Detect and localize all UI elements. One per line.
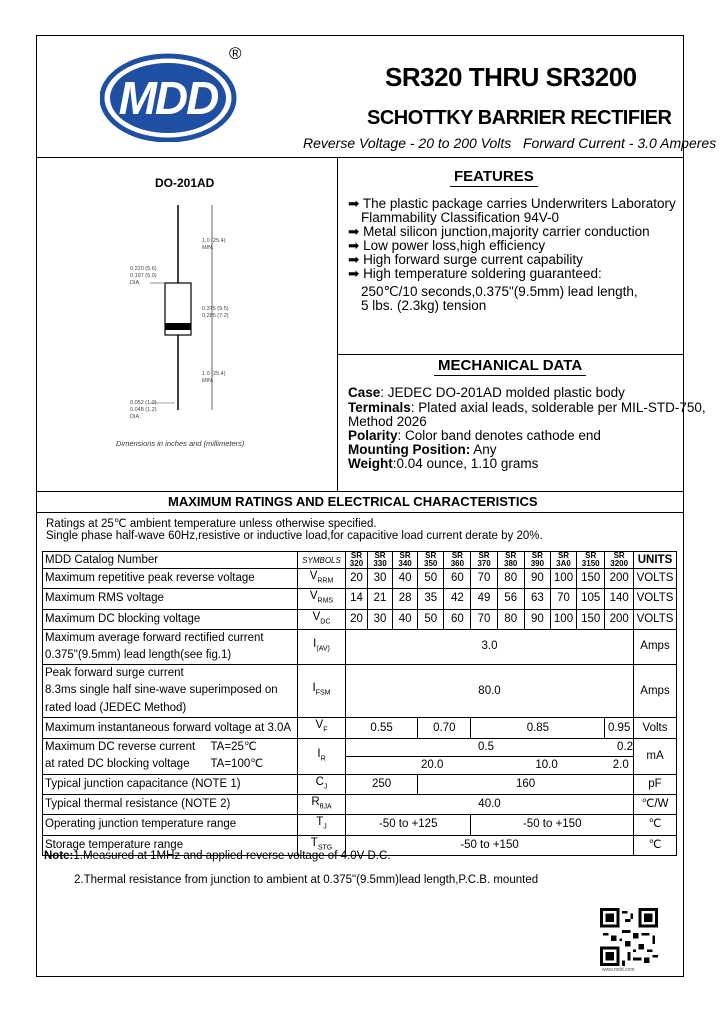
page-title: SR320 THRU SR3200 [385, 62, 637, 92]
table-row: Maximum average forward rectified current 0.375"(9.5mm) lead length(see fig.1) $I_{(AV)}$ 3.0 Amps [43, 629, 677, 664]
forward-current: Forward Current - 3.0 Amperes [522, 135, 717, 151]
table-row: Maximum RMS voltage $V_{RMS}$ 14 21 28 35 42 49 56 63 70 105 140 VOLTS [43, 589, 677, 609]
package-name: DO-201AD [155, 176, 215, 190]
table-row: Maximum DC blocking voltage $V_{DC}$ 20 30 40 50 60 70 80 90 100 150 200 VOLTS [43, 609, 677, 629]
feature-item: ➡ High forward surge current capability [348, 252, 583, 267]
table-row: Operating junction temperature range $T_J$ -50 to +125 -50 to +150 ℃ [43, 815, 677, 835]
table-row: Storage temperature range $T_{STG}$ -50 to +150 ℃ [43, 835, 677, 855]
note-1: Note:1.Measured at 1MHz and applied reverse voltage of 4.0V D.C. [44, 850, 391, 862]
reverse-voltage: Reverse Voltage - 20 to 200 Volts [303, 135, 512, 151]
divider-ratings [36, 491, 684, 492]
feature-item: ➡ Metal silicon junction,majority carrier conduction [348, 224, 650, 239]
registered-mark: ® [229, 44, 242, 63]
mech-terminals: Terminals: Plated axial leads, solderable per MIL-STD-750, [348, 400, 706, 415]
spec-line [303, 135, 716, 151]
mech-mounting: Mounting Position: Any [348, 442, 497, 457]
feature-item-cont: 250℃/10 seconds,0.375"(9.5mm) lead length, [361, 284, 638, 299]
feature-item: ➡ Low power loss,high efficiency [348, 238, 546, 253]
feature-item-cont: 5 lbs. (2.3kg) tension [361, 298, 487, 313]
page-subtitle: SCHOTTKY BARRIER RECTIFIER [367, 107, 672, 129]
feature-item: ➡ The plastic package carries Underwriters Laboratory [348, 196, 676, 211]
divider-ratings-sub [36, 512, 684, 513]
feature-item: ➡ High temperature soldering guaranteed: [348, 266, 602, 281]
table-row: Maximum instantaneous forward voltage at 3.0A $V_F$ 0.55 0.70 0.85 0.95 Volts [43, 718, 677, 738]
ratings-heading: MAXIMUM RATINGS AND ELECTRICAL CHARACTERISTICS [168, 494, 538, 509]
mdd-logo [100, 50, 242, 142]
mech-weight: Weight:0.04 ounce, 1.10 grams [348, 456, 539, 471]
table-row: Typical junction capacitance (NOTE 1) $C_J$ 250 160 pF [43, 774, 677, 794]
ratings-table [42, 551, 677, 856]
table-row: Maximum repetitive peak reverse voltage $V_{RRM}$ 20 30 40 50 60 70 80 90 100 150 200 VOLTS [43, 569, 677, 589]
dim-body-dia: 0.220 (5.6) 0.197 (5.0) DIA. [130, 266, 157, 286]
ratings-note-2: Single phase half-wave 60Hz,resistive or inductive load,for capacitive load current derate by 20%. [46, 530, 543, 542]
dim-body-len: 0.375 (9.5) 0.285 (7.2) [202, 306, 229, 319]
feature-item-cont: Flammability Classification 94V-0 [361, 210, 560, 225]
mech-polarity: Polarity: Color band denotes cathode end [348, 428, 601, 443]
ratings-note-1: Ratings at 25℃ ambient temperature unless otherwise specified. [46, 518, 377, 530]
mech-terminals-cont: Method 2026 [348, 414, 427, 429]
divider-top [36, 157, 684, 158]
dimension-caption: Dimensions in inches and (millimeters) [116, 439, 245, 448]
dim-lead-dia: 0.052 (1.3) 0.048 (1.2) DIA. [130, 400, 157, 420]
divider-mech [337, 354, 684, 355]
mech-case: Case: JEDEC DO-201AD molded plastic body [348, 385, 625, 400]
features-heading: FEATURES [450, 168, 538, 187]
table-header-row: MDD Catalog Number SYMBOLS SR 320 SR 330 SR 340 SR 350 SR 360 SR 370 SR 380 SR 390 SR 3A0 SR 3150 SR 3200 UNITS [43, 552, 677, 569]
logo-text: MDD [118, 72, 218, 124]
header-symbols: SYMBOLS [298, 552, 346, 569]
table-row: Peak forward surge current 8.3ms single half sine-wave superimposed on rated load (JEDEC Method) $I_{FSM}$ 80.0 Amps [43, 664, 677, 718]
divider-vertical [337, 157, 338, 491]
header-catalog: MDD Catalog Number [43, 552, 298, 569]
table-row: Maximum DC reverse current TA=25℃ at rated DC blocking voltage TA=100℃ $I_R$ 0.5 0.2 20.0 10.0 2.0 mA [43, 738, 677, 774]
dim-lead-bottom: 1.0 (25.4) MIN. [202, 371, 226, 384]
dim-lead-top: 1.0 (25.4) MIN. [202, 238, 226, 251]
qr-caption: www.mdd.com [602, 967, 635, 973]
table-row: Typical thermal resistance (NOTE 2) $R_{\theta JA}$ 40.0 ℃/W [43, 794, 677, 814]
qr-code-icon [600, 908, 658, 966]
mechanical-heading: MECHANICAL DATA [434, 357, 586, 376]
header-units: UNITS [634, 552, 677, 569]
note-2: 2.Thermal resistance from junction to ambient at 0.375"(9.5mm)lead length,P.C.B. mounted [74, 874, 539, 886]
